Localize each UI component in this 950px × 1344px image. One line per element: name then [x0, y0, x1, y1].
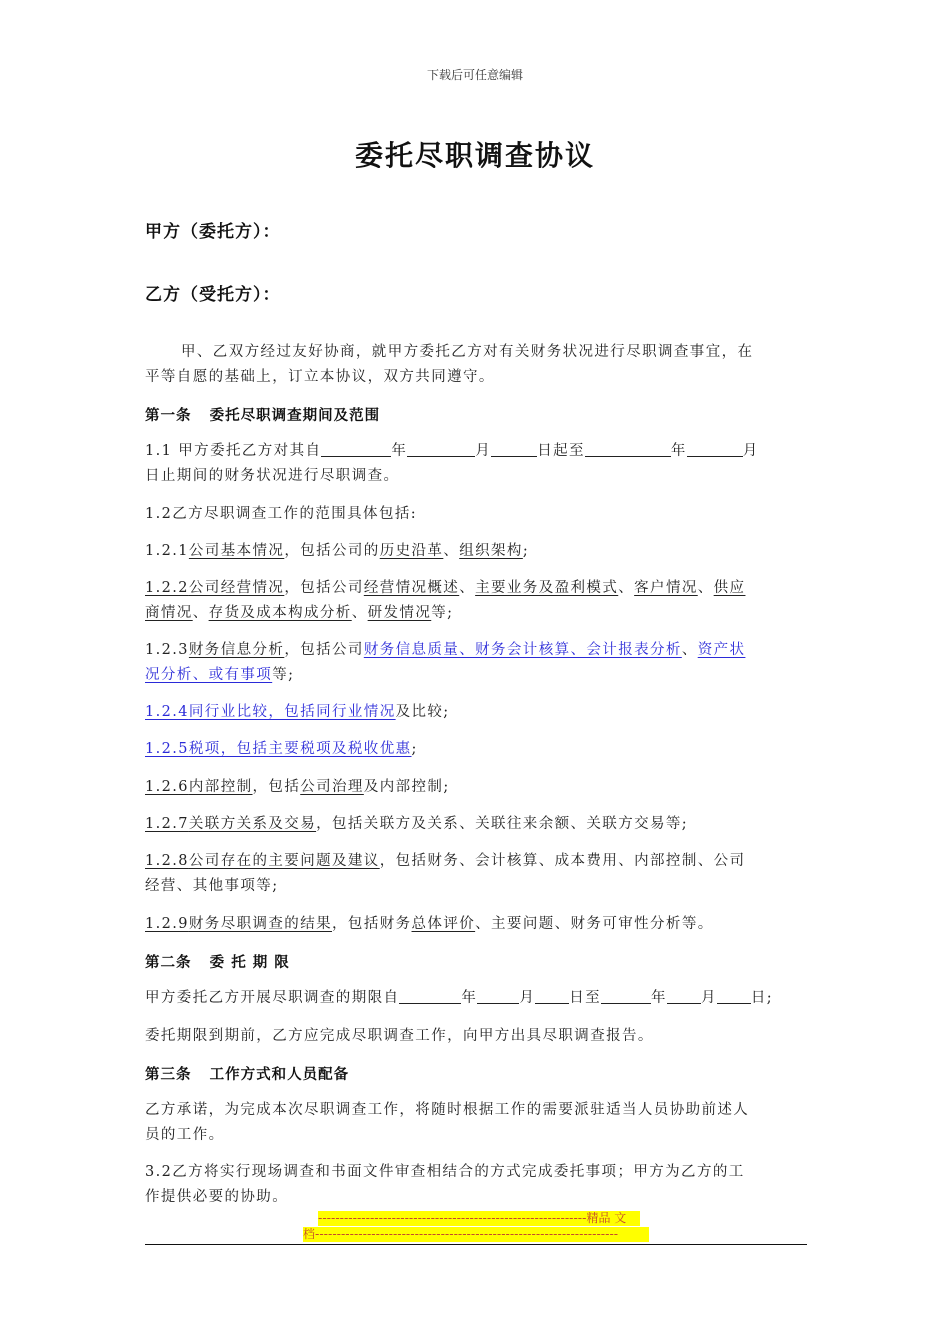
blank-start-day[interactable] [491, 440, 537, 457]
party-b-label: 乙方（受托方）： [145, 285, 281, 305]
item-link[interactable]: 同行业比较，包括同行业情况 [188, 704, 396, 720]
item-topic: 财务尽职调查的结果 [188, 916, 333, 932]
item-number: 1.2.3 [145, 642, 189, 658]
item-topic: 历史沿革 [379, 543, 444, 559]
article-3-commitment-line-1: 乙方承诺，为完成本次尽职调查工作，将随时根据工作的需要派驻适当人员协助前述人 [145, 1102, 750, 1118]
article-2-deadline: 委托期限到期前，乙方应完成尽职调查工作，向甲方出具尽职调查报告。 [145, 1028, 654, 1044]
item-1-2-2-line-2 [145, 601, 807, 626]
day-to-label: 日至 [569, 990, 602, 1006]
item-topic: 客户情况 [634, 580, 698, 596]
item-1-2-4 [145, 700, 807, 725]
item-number-link[interactable]: 1.2.5 [145, 741, 189, 757]
item-number: 1.2.8 [145, 853, 189, 869]
item-link[interactable]: 税项，包括主要税项及税收优惠 [188, 741, 412, 757]
period-text: 甲方委托乙方开展尽职调查的期限自 [145, 990, 400, 1006]
item-1-2-2-line-1 [145, 576, 807, 601]
item-text: 、 [351, 605, 368, 621]
item-1-2-9 [145, 912, 807, 937]
blank-end-year[interactable] [601, 987, 651, 1004]
item-1-2-1 [145, 539, 807, 564]
month-label: 月 [700, 990, 717, 1006]
item-link[interactable]: 况分析、或有事项 [145, 667, 273, 683]
item-text: ，包括公司 [284, 580, 364, 596]
clause-1-1-line-2: 日止期间的财务状况进行尽职调查。 [145, 468, 400, 484]
clause-3-2-line-1: 3.2乙方将实行现场调查和书面文件审查相结合的方式完成委托事项；甲方为乙方的工 [145, 1164, 745, 1180]
item-text: 等; [431, 605, 454, 621]
item-text: ，包括财务 [332, 916, 412, 932]
item-text: ，包括公司的 [284, 543, 380, 559]
item-1-2-8-line-2: 经营、其他事项等; [145, 878, 279, 894]
item-number: 1.2.1 [145, 543, 189, 559]
intro-line-1: 甲、乙双方经过友好协商，就甲方委托乙方对有关财务状况进行尽职调查事宜，在 [181, 344, 754, 360]
item-text: ，包括公司 [284, 642, 364, 658]
intro-line-2: 平等自愿的基础上，订立本协议，双方共同遵守。 [145, 369, 495, 385]
blank-end-month[interactable] [687, 440, 743, 457]
item-text: ; [522, 543, 530, 559]
month-label: 月 [742, 443, 759, 459]
item-topic: 存货及成本构成分析 [208, 605, 352, 621]
clause-3-2-line-2: 作提供必要的协助。 [145, 1189, 289, 1205]
item-topic: 研发情况 [367, 605, 432, 621]
item-link[interactable]: 资产状 [697, 642, 746, 658]
article-2-period [145, 986, 807, 1011]
article-3-heading: 第三条 工作方式和人员配备 [145, 1066, 350, 1083]
party-a-label: 甲方（委托方）： [145, 222, 281, 242]
item-1-2-7 [145, 812, 807, 837]
clause-1-2: 1.2乙方尽职调查工作的范围具体包括: [145, 506, 418, 522]
header-note: 下载后可任意编辑 [426, 68, 523, 82]
item-text: 、 [697, 580, 714, 596]
item-topic: 公司基本情况 [188, 543, 285, 559]
item-text: 、主要问题、财务可审性分析等。 [475, 916, 714, 932]
item-text: 、 [443, 543, 460, 559]
item-text: 、 [459, 580, 476, 596]
item-number: 1.2.2 [145, 580, 189, 596]
item-1-2-3-line-1 [145, 638, 807, 663]
item-number: 1.2.6 [145, 779, 189, 795]
item-text: 等; [272, 667, 295, 683]
item-1-2-6 [145, 775, 807, 800]
blank-start-day[interactable] [535, 987, 569, 1004]
item-1-2-5 [145, 737, 807, 762]
item-text: 及比较; [395, 704, 450, 720]
item-topic: 公司治理 [300, 779, 364, 795]
year-label: 年 [651, 990, 667, 1006]
item-text: ，包括关联方及关系、关联往来余额、关联方交易等; [316, 816, 689, 832]
item-text: ，包括 [252, 779, 301, 795]
item-topic: 经营情况概述 [363, 580, 460, 596]
item-text: ; [411, 741, 418, 757]
item-text: 、 [618, 580, 635, 596]
item-text: 、 [681, 642, 698, 658]
year-label: 年 [461, 990, 478, 1006]
item-1-2-8-line-1 [145, 849, 807, 874]
blank-end-month[interactable] [667, 987, 701, 1004]
item-topic: 组织架构 [459, 543, 523, 559]
month-label: 月 [519, 990, 536, 1006]
footer-watermark-line-2: 档---------------------------------------------------------------------- [303, 1227, 649, 1242]
clause-1-1-line-1 [145, 439, 807, 464]
blank-start-year[interactable] [399, 987, 461, 1004]
item-1-2-3-line-2 [145, 663, 807, 688]
clause-3-2 [145, 1160, 807, 1210]
item-number-link[interactable]: 1.2.4 [145, 704, 189, 720]
clause-1-1 [145, 439, 807, 489]
item-topic: 内部控制 [188, 779, 253, 795]
blank-start-year[interactable] [321, 440, 391, 457]
day-to-label: 日起至 [537, 443, 585, 459]
year-label: 年 [391, 443, 408, 459]
item-link[interactable]: 财务信息质量、财务会计核算、会计报表分析 [363, 642, 682, 658]
footer-divider [145, 1244, 807, 1245]
document-title: 委托尽职调查协议 [354, 139, 595, 172]
article-1-heading: 第一条 委托尽职调查期间及范围 [145, 407, 381, 424]
item-text: 及内部控制; [363, 779, 450, 795]
article-3-commitment-line-2: 员的工作。 [145, 1127, 225, 1143]
item-topic: 公司存在的主要问题及建议 [188, 853, 380, 869]
item-topic: 公司经营情况 [188, 580, 285, 596]
item-1-2-3 [145, 638, 807, 688]
footer-watermark-line-1: --------------------------------------------------------------精品 文 [318, 1211, 640, 1226]
item-text: ，包括财务、会计核算、成本费用、内部控制、公司 [379, 853, 746, 869]
item-1-2-8 [145, 849, 807, 899]
item-topic: 关联方关系及交易 [188, 816, 317, 832]
item-topic: 主要业务及盈利模式 [475, 580, 619, 596]
blank-end-day[interactable] [717, 987, 751, 1004]
article-3-commitment [145, 1098, 807, 1148]
intro-paragraph [145, 340, 807, 390]
blank-start-month[interactable] [407, 440, 475, 457]
item-number: 1.2.7 [145, 816, 189, 832]
item-1-2-2 [145, 576, 807, 626]
blank-end-year[interactable] [585, 440, 671, 457]
year-label: 年 [670, 443, 687, 459]
item-topic: 财务信息分析 [188, 642, 285, 658]
item-topic: 供应 [713, 580, 746, 596]
month-label: 月 [475, 443, 492, 459]
article-2-heading: 第二条 委 托 期 限 [145, 954, 290, 971]
item-topic: 商情况 [145, 605, 193, 621]
day-label: 日; [750, 990, 774, 1006]
item-topic: 总体评价 [411, 916, 476, 932]
clause-1-1-text: 1.1 甲方委托乙方对其自 [145, 443, 322, 459]
item-number: 1.2.9 [145, 916, 189, 932]
item-text: 、 [192, 605, 209, 621]
blank-start-month[interactable] [477, 987, 519, 1004]
